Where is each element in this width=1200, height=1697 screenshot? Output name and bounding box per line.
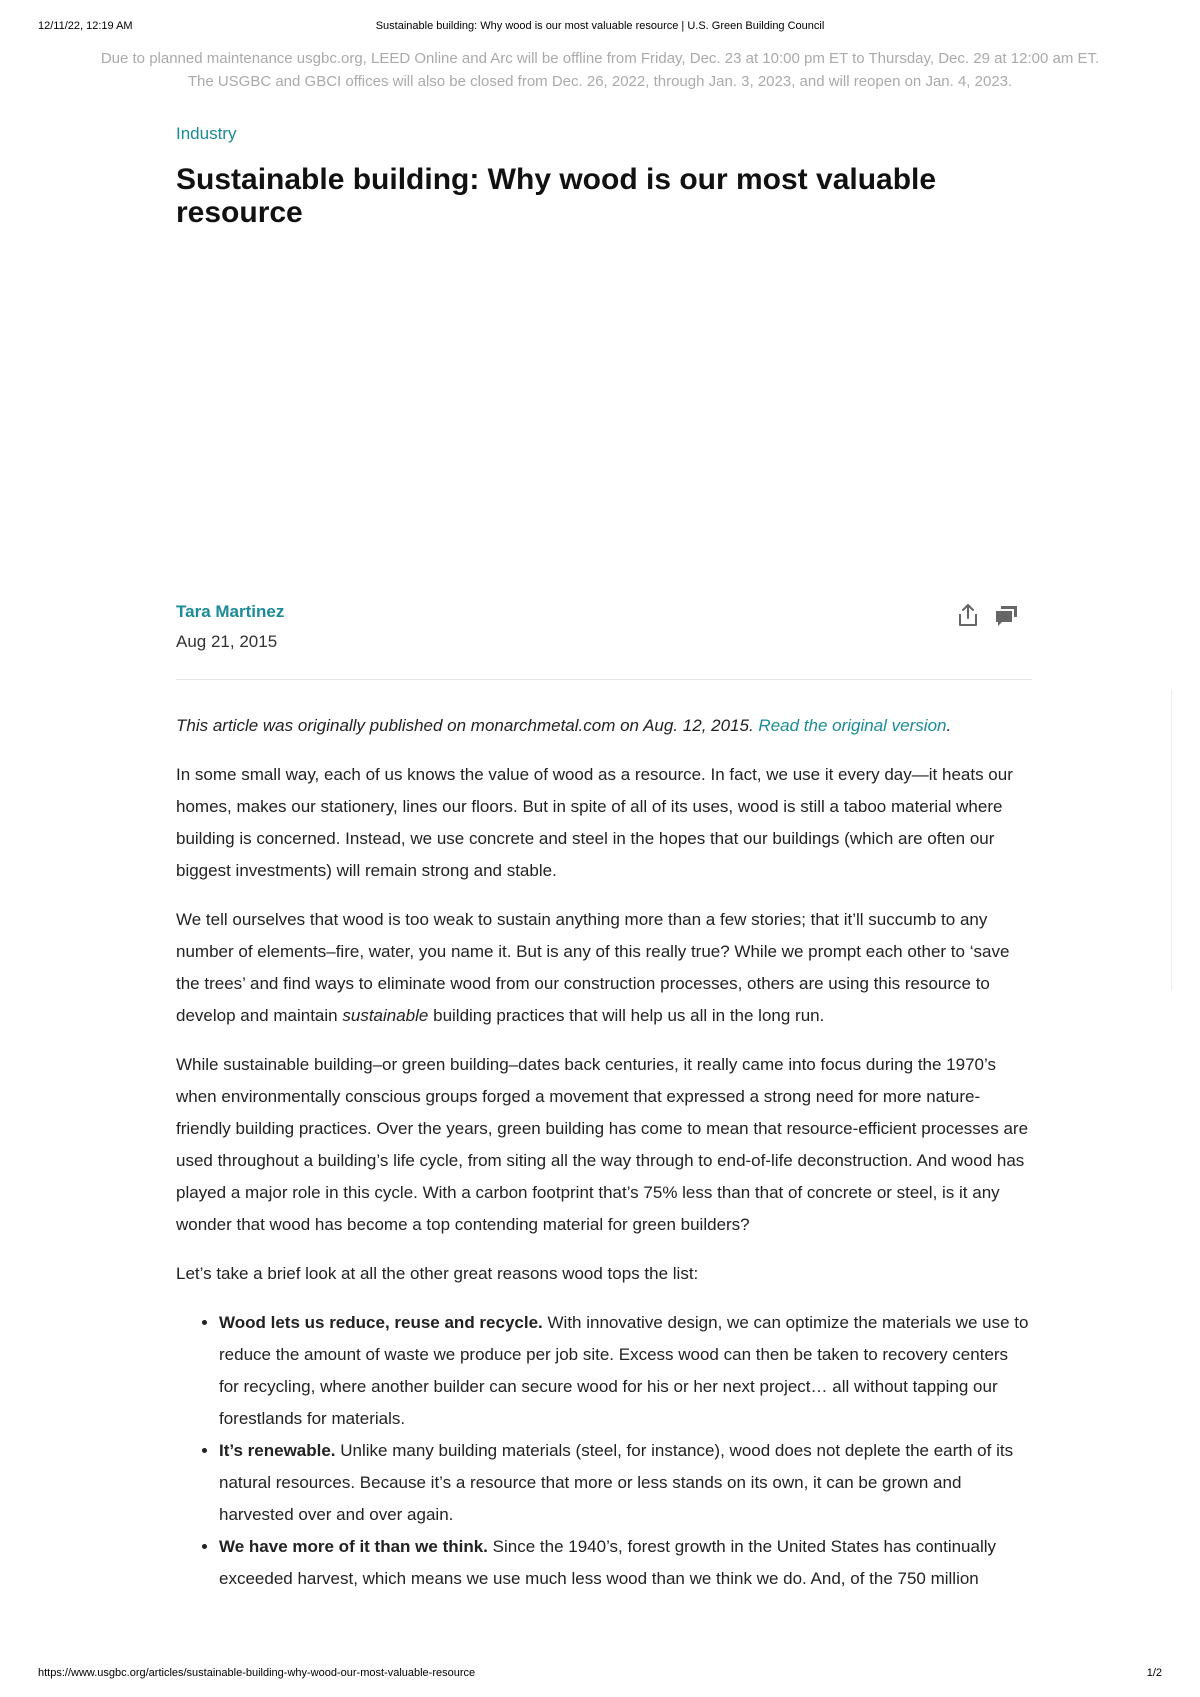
- maintenance-notice: [0, 47, 1200, 93]
- intro-text: This article was originally published on monarchmetal.com on Aug. 12, 2015.: [176, 716, 754, 735]
- print-datetime: 12/11/22, 12:19 AM: [38, 20, 133, 32]
- paragraph-3: While sustainable building–or green building–dates back centuries, it really came into focus during the 1970’s when environmentally conscious groups forged a movement that expressed a strong need for more nature-friendly building practices. Over the years, green building has come to mean that resource-efficient processes are used throughout a building’s life cycle, from siting all the way through to end-of-life deconstruction. And wood has played a major role in this cycle. With a carbon footprint that’s 75% less than that of concrete or steel, is it any wonder that wood has become a top contending material for green builders?: [176, 1055, 1029, 1234]
- paragraph-2-a: We tell ourselves that wood is too weak to sustain anything more than a few stories; that it’ll succumb to any number of elements–fire, water, you name it. But is any of this really true? While we prompt each other to ‘save the trees’ and find ways to eliminate wood from our construction processes, others are using this resource to develop and maintain: [176, 910, 1010, 1025]
- print-url: https://www.usgbc.org/articles/sustainable-building-why-wood-our-most-valuable-resource: [38, 1667, 476, 1679]
- scrollbar-track[interactable]: [1171, 690, 1172, 990]
- intro-paragraph: This article was originally published on monarchmetal.com on Aug. 12, 2015. Read the original version.: [176, 716, 952, 735]
- list-item: [219, 1435, 1032, 1531]
- print-page-number: 1/2: [1146, 1667, 1162, 1679]
- original-version-link[interactable]: Read the original version: [758, 716, 947, 735]
- article-title: Sustainable building: Why wood is our most valuable resource: [176, 163, 937, 229]
- print-footer: [38, 1667, 1162, 1681]
- article-meta: [176, 601, 1032, 680]
- print-header: [38, 20, 1162, 36]
- notice-line-2: The USGBC and GBCI offices will also be closed from Dec. 26, 2022, through Jan. 3, 2023, and will reopen on Jan. 4, 2023.: [187, 73, 1013, 90]
- category-link[interactable]: Industry: [176, 124, 237, 143]
- list-item-text: With innovative design, we can optimize the materials we use to reduce the amount of waste we produce per job site. Excess wood can then be taken to recovery centers for recycling, where another builder can secure wood for his or her next project… all without tapping our forestlands for materials.: [219, 1313, 1029, 1428]
- print-page-title: Sustainable building: Why wood is our most valuable resource | U.S. Green Building Council: [375, 20, 825, 32]
- list-item-text: Unlike many building materials (steel, for instance), wood does not deplete the earth of its natural resources. Because it’s a resource that more or less stands on its own, it can be grown and harvested over and over again.: [219, 1441, 1014, 1524]
- notice-line-1: Due to planned maintenance usgbc.org, LEED Online and Arc will be offline from Friday, Dec. 23 at 10:00 pm ET to Thursday, Dec. 29 at 12:00 am ET.: [100, 50, 1100, 67]
- list-item-heading: It’s renewable.: [219, 1441, 336, 1460]
- article: [176, 123, 1032, 1595]
- article-actions: [954, 601, 1020, 629]
- paragraph-2-emphasis: sustainable: [342, 1006, 429, 1025]
- article-body: [176, 710, 1032, 1595]
- list-item-heading: We have more of it than we think.: [219, 1537, 488, 1556]
- share-icon[interactable]: [954, 601, 982, 629]
- reasons-list: [176, 1307, 1032, 1595]
- publish-date: Aug 21, 2015: [176, 632, 278, 651]
- list-item-text: Since the 1940’s, forest growth in the United States has continually exceeded harvest, which means we use much less wood than we think we do. And, of the 750 million: [219, 1537, 997, 1588]
- paragraph-4: Let’s take a brief look at all the other great reasons wood tops the list:: [176, 1264, 699, 1283]
- paragraph-2-b: building practices that will help us all in the long run.: [433, 1006, 825, 1025]
- paragraph-1: In some small way, each of us knows the value of wood as a resource. In fact, we use it every day—it heats our homes, makes our stationery, lines our floors. But in spite of all of its uses, wood is still a taboo material where building is concerned. Instead, we use concrete and steel in the hopes that our buildings (which are often our biggest investments) will remain strong and stable.: [176, 765, 1013, 880]
- author-link[interactable]: Tara Martinez: [176, 602, 285, 621]
- list-item-heading: Wood lets us reduce, reuse and recycle.: [219, 1313, 543, 1332]
- hero-image-area: [176, 229, 1032, 601]
- paragraph-2: [176, 904, 1032, 1032]
- list-item: [219, 1531, 1032, 1595]
- comment-icon[interactable]: [992, 601, 1020, 629]
- list-item: [219, 1307, 1032, 1435]
